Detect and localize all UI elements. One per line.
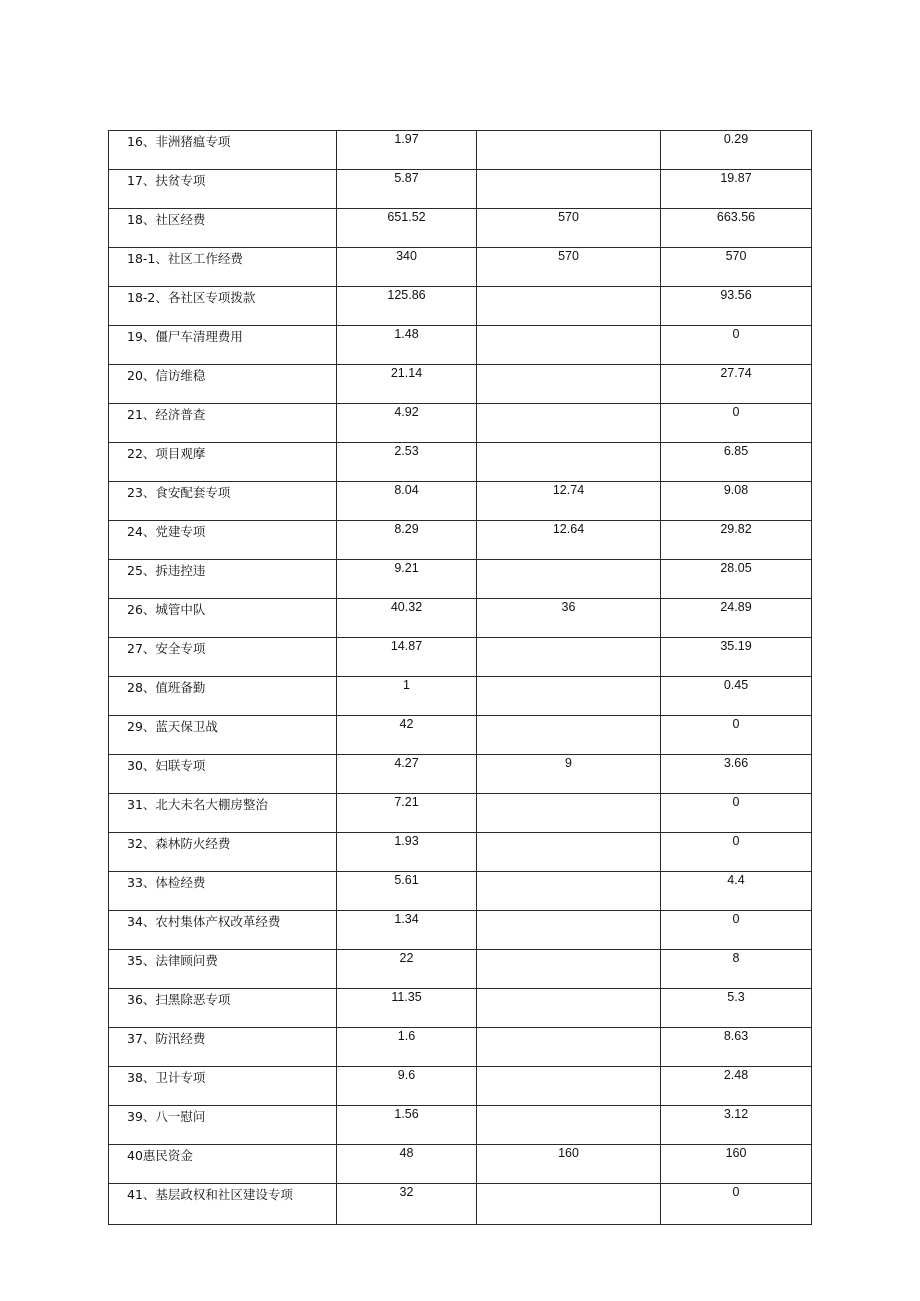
value-col1-cell: 340: [337, 248, 477, 287]
item-name-cell: 32、森林防火经费: [109, 833, 337, 872]
value-col1-cell: 125.86: [337, 287, 477, 326]
table-row: [109, 638, 812, 677]
item-name-cell: 30、妇联专项: [109, 755, 337, 794]
item-name-cell: 18、社区经费: [109, 209, 337, 248]
value-col1-cell: 5.61: [337, 872, 477, 911]
table-row: [109, 326, 812, 365]
table-row: [109, 287, 812, 326]
value-col1-cell: 22: [337, 950, 477, 989]
value-col2-cell: 12.64: [477, 521, 661, 560]
value-col3-cell: 35.19: [661, 638, 812, 677]
item-name-cell: 36、扫黑除恶专项: [109, 989, 337, 1028]
value-col3-cell: 160: [661, 1145, 812, 1184]
table-row: [109, 950, 812, 989]
value-col2-cell: [477, 872, 661, 911]
table-row: [109, 716, 812, 755]
table-body: [109, 131, 812, 1225]
value-col3-cell: 663.56: [661, 209, 812, 248]
table-row: [109, 404, 812, 443]
table-row: [109, 1145, 812, 1184]
value-col1-cell: 7.21: [337, 794, 477, 833]
value-col2-cell: [477, 131, 661, 170]
value-col3-cell: 93.56: [661, 287, 812, 326]
table-row: [109, 131, 812, 170]
item-name-cell: 34、农村集体产权改革经费: [109, 911, 337, 950]
value-col3-cell: 29.82: [661, 521, 812, 560]
item-name-cell: 37、防汛经费: [109, 1028, 337, 1067]
item-name-cell: 33、体检经费: [109, 872, 337, 911]
table-row: [109, 911, 812, 950]
table-row: [109, 1067, 812, 1106]
value-col1-cell: 8.04: [337, 482, 477, 521]
value-col2-cell: [477, 677, 661, 716]
value-col2-cell: 12.74: [477, 482, 661, 521]
value-col3-cell: 28.05: [661, 560, 812, 599]
value-col3-cell: 24.89: [661, 599, 812, 638]
value-col1-cell: 4.27: [337, 755, 477, 794]
table-row: [109, 521, 812, 560]
value-col2-cell: [477, 638, 661, 677]
item-name-cell: 29、蓝天保卫战: [109, 716, 337, 755]
value-col3-cell: 19.87: [661, 170, 812, 209]
value-col3-cell: 8.63: [661, 1028, 812, 1067]
value-col1-cell: 9.21: [337, 560, 477, 599]
value-col3-cell: 27.74: [661, 365, 812, 404]
value-col3-cell: 0: [661, 326, 812, 365]
value-col1-cell: 8.29: [337, 521, 477, 560]
value-col1-cell: 9.6: [337, 1067, 477, 1106]
value-col3-cell: 8: [661, 950, 812, 989]
value-col2-cell: [477, 794, 661, 833]
value-col1-cell: 1.97: [337, 131, 477, 170]
table-row: [109, 170, 812, 209]
item-name-cell: 40惠民资金: [109, 1145, 337, 1184]
table-row: [109, 1106, 812, 1145]
item-name-cell: 19、僵尸车清理费用: [109, 326, 337, 365]
table-row: [109, 872, 812, 911]
value-col1-cell: 1.6: [337, 1028, 477, 1067]
table-row: [109, 794, 812, 833]
item-name-cell: 23、食安配套专项: [109, 482, 337, 521]
item-name-cell: 25、拆违控违: [109, 560, 337, 599]
value-col3-cell: 0: [661, 404, 812, 443]
value-col1-cell: 1.93: [337, 833, 477, 872]
value-col2-cell: [477, 443, 661, 482]
value-col1-cell: 651.52: [337, 209, 477, 248]
value-col2-cell: 160: [477, 1145, 661, 1184]
value-col3-cell: 5.3: [661, 989, 812, 1028]
value-col1-cell: 2.53: [337, 443, 477, 482]
value-col2-cell: [477, 989, 661, 1028]
value-col1-cell: 1: [337, 677, 477, 716]
value-col2-cell: [477, 950, 661, 989]
table-row: [109, 365, 812, 404]
item-name-cell: 26、城管中队: [109, 599, 337, 638]
value-col2-cell: [477, 911, 661, 950]
value-col3-cell: 0: [661, 794, 812, 833]
value-col3-cell: 0: [661, 1184, 812, 1225]
item-name-cell: 27、安全专项: [109, 638, 337, 677]
item-name-cell: 31、北大未名大棚房整治: [109, 794, 337, 833]
value-col2-cell: [477, 1028, 661, 1067]
value-col2-cell: [477, 170, 661, 209]
value-col1-cell: 1.48: [337, 326, 477, 365]
value-col2-cell: 9: [477, 755, 661, 794]
table-row: [109, 833, 812, 872]
item-name-cell: 20、信访维稳: [109, 365, 337, 404]
value-col3-cell: 4.4: [661, 872, 812, 911]
item-name-cell: 39、八一慰问: [109, 1106, 337, 1145]
value-col3-cell: 2.48: [661, 1067, 812, 1106]
value-col2-cell: [477, 1184, 661, 1225]
table-row: [109, 599, 812, 638]
value-col2-cell: 570: [477, 209, 661, 248]
value-col3-cell: 0.29: [661, 131, 812, 170]
value-col3-cell: 0: [661, 833, 812, 872]
value-col2-cell: [477, 326, 661, 365]
value-col1-cell: 1.56: [337, 1106, 477, 1145]
value-col2-cell: [477, 1106, 661, 1145]
table-row: [109, 989, 812, 1028]
table-row: [109, 209, 812, 248]
budget-table: [108, 130, 812, 1225]
item-name-cell: 41、基层政权和社区建设专项: [109, 1184, 337, 1225]
item-name-cell: 38、卫计专项: [109, 1067, 337, 1106]
value-col1-cell: 48: [337, 1145, 477, 1184]
table-row: [109, 1028, 812, 1067]
item-name-cell: 28、值班备勤: [109, 677, 337, 716]
item-name-cell: 35、法律顾问费: [109, 950, 337, 989]
value-col1-cell: 40.32: [337, 599, 477, 638]
table-row: [109, 755, 812, 794]
table-row: [109, 1184, 812, 1225]
item-name-cell: 17、扶贫专项: [109, 170, 337, 209]
item-name-cell: 21、经济普查: [109, 404, 337, 443]
value-col2-cell: 570: [477, 248, 661, 287]
item-name-cell: 18-1、社区工作经费: [109, 248, 337, 287]
value-col2-cell: [477, 287, 661, 326]
item-name-cell: 22、项目观摩: [109, 443, 337, 482]
value-col1-cell: 5.87: [337, 170, 477, 209]
table-row: [109, 443, 812, 482]
value-col1-cell: 1.34: [337, 911, 477, 950]
value-col2-cell: [477, 833, 661, 872]
value-col2-cell: 36: [477, 599, 661, 638]
value-col3-cell: 570: [661, 248, 812, 287]
value-col1-cell: 11.35: [337, 989, 477, 1028]
value-col1-cell: 14.87: [337, 638, 477, 677]
table-row: [109, 248, 812, 287]
value-col1-cell: 21.14: [337, 365, 477, 404]
item-name-cell: 18-2、各社区专项拨款: [109, 287, 337, 326]
table-row: [109, 560, 812, 599]
value-col3-cell: 3.66: [661, 755, 812, 794]
value-col1-cell: 4.92: [337, 404, 477, 443]
value-col3-cell: 6.85: [661, 443, 812, 482]
value-col1-cell: 32: [337, 1184, 477, 1225]
value-col1-cell: 42: [337, 716, 477, 755]
value-col3-cell: 9.08: [661, 482, 812, 521]
value-col2-cell: [477, 404, 661, 443]
table-row: [109, 482, 812, 521]
item-name-cell: 24、党建专项: [109, 521, 337, 560]
value-col3-cell: 0: [661, 911, 812, 950]
item-name-cell: 16、非洲猪瘟专项: [109, 131, 337, 170]
value-col2-cell: [477, 365, 661, 404]
value-col2-cell: [477, 1067, 661, 1106]
value-col3-cell: 0: [661, 716, 812, 755]
value-col2-cell: [477, 716, 661, 755]
value-col3-cell: 3.12: [661, 1106, 812, 1145]
table-row: [109, 677, 812, 716]
value-col2-cell: [477, 560, 661, 599]
value-col3-cell: 0.45: [661, 677, 812, 716]
